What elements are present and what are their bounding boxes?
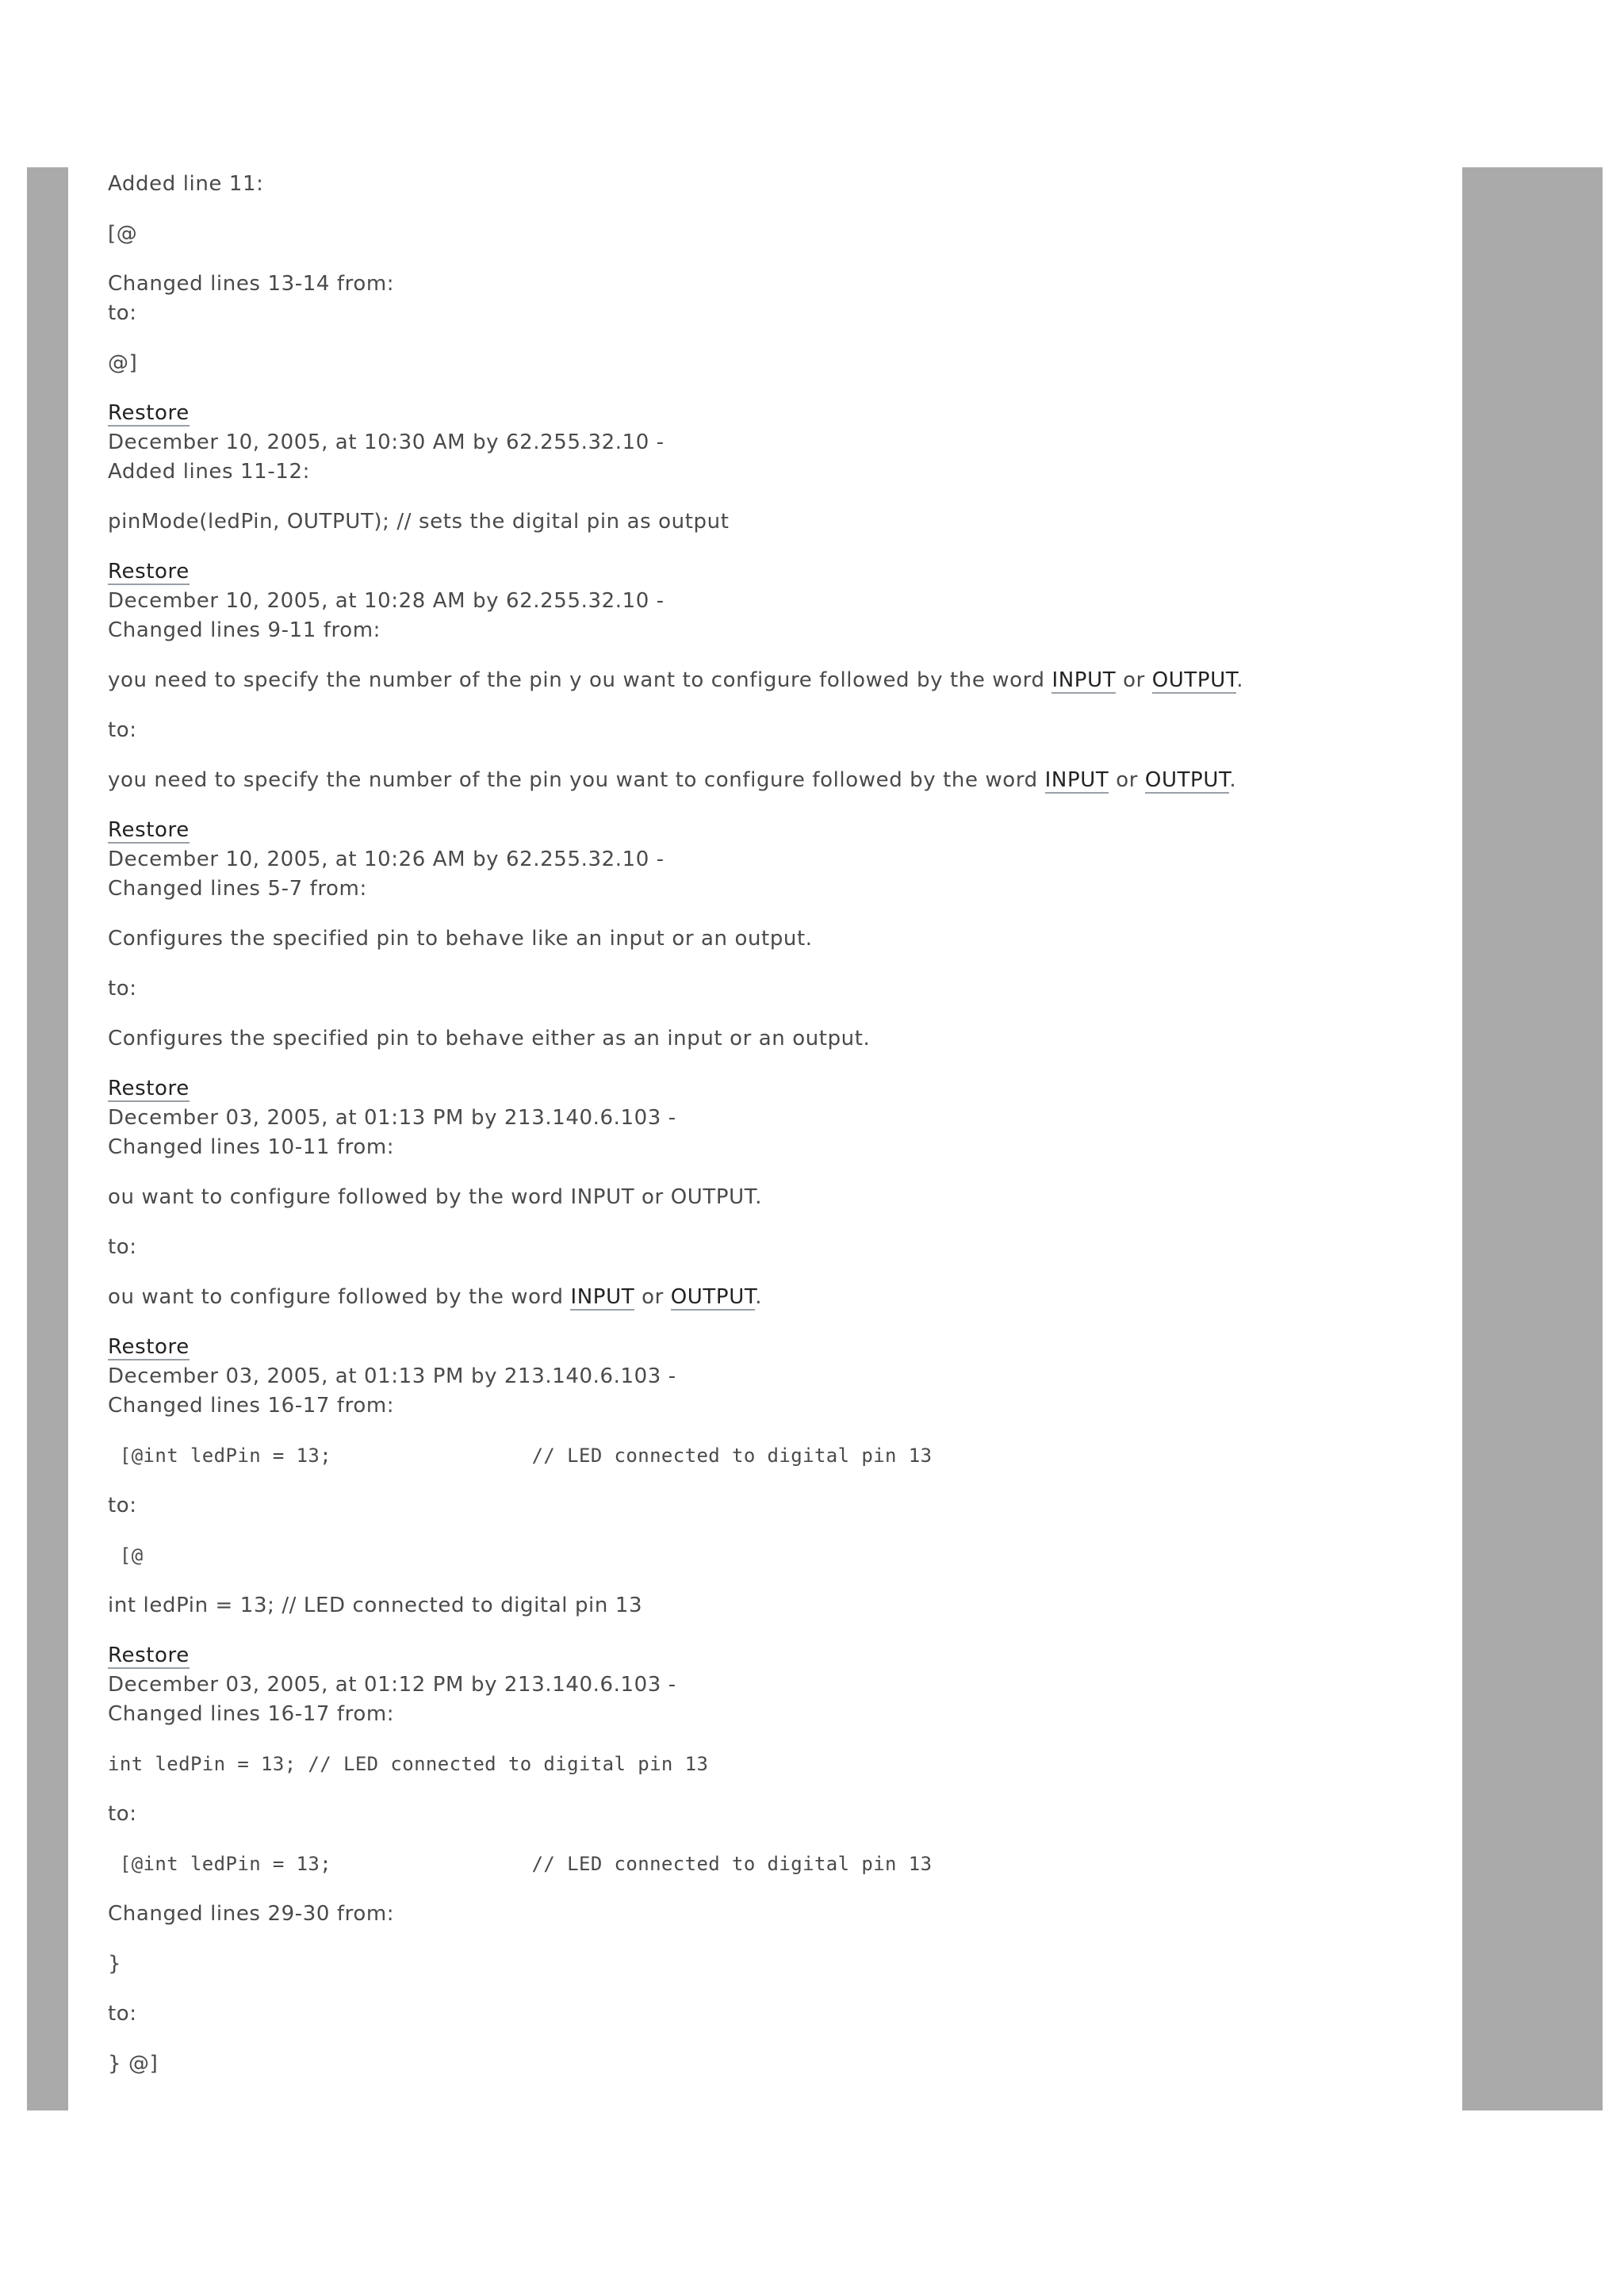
to-label: to: — [108, 718, 137, 742]
added-text: Configures the specified pin to behave either as an input or an output. — [108, 1027, 871, 1050]
output-link[interactable]: OUTPUT — [1144, 768, 1230, 792]
output-link[interactable]: OUTPUT — [1151, 668, 1237, 692]
history-entry — [108, 1333, 1440, 1421]
restore-link[interactable]: Restore — [108, 1077, 190, 1100]
right-sidebar-bar — [1462, 167, 1603, 2110]
change-summary: Changed lines 13-14 from: to: — [108, 272, 395, 325]
code-marker: @] — [108, 351, 138, 375]
added-text: } @] — [108, 2052, 159, 2076]
change-summary: Changed lines 5-7 from: — [108, 877, 367, 901]
history-entry — [108, 557, 1440, 645]
left-sidebar-bar — [27, 167, 68, 2110]
history-entry — [108, 816, 1440, 904]
revision-header: December 03, 2005, at 01:13 PM by 213.140.6.103 - — [108, 1364, 676, 1388]
output-link[interactable]: OUTPUT — [670, 1285, 756, 1309]
added-text: ou want to configure followed by the word INPUT or OUTPUT. — [108, 1285, 763, 1309]
restore-link[interactable]: Restore — [108, 1335, 190, 1359]
restore-link[interactable]: Restore — [108, 818, 190, 842]
change-summary: Added line 11: — [108, 172, 264, 196]
revision-header: December 03, 2005, at 01:12 PM by 213.140.6.103 - — [108, 1673, 676, 1697]
change-summary: Changed lines 16-17 from: — [108, 1394, 395, 1418]
input-link[interactable]: INPUT — [1044, 768, 1109, 792]
change-summary: Changed lines 29-30 from: — [108, 1902, 395, 1926]
history-entry — [108, 1641, 1440, 1729]
to-label: to: — [108, 2002, 137, 2026]
to-label: to: — [108, 977, 137, 1001]
revision-header: December 03, 2005, at 01:13 PM by 213.140.6.103 - — [108, 1106, 676, 1130]
added-text: int ledPin = 13; // LED connected to digital pin 13 — [108, 1594, 643, 1617]
removed-code: int ledPin = 13; // LED connected to digital pin 13 — [108, 1753, 709, 1775]
removed-text: you need to specify the number of the pin y ou want to configure followed by the word INPUT or OUTPUT. — [108, 668, 1244, 692]
removed-text: } — [108, 1952, 122, 1976]
code-marker: [@ — [108, 1544, 144, 1567]
revision-header: December 10, 2005, at 10:26 AM by 62.255.32.10 - — [108, 848, 665, 871]
revision-header: December 10, 2005, at 10:30 AM by 62.255.32.10 - — [108, 430, 665, 454]
code-marker: [@ — [108, 222, 138, 246]
change-summary: Changed lines 9-11 from: — [108, 618, 381, 642]
change-summary: Changed lines 16-17 from: — [108, 1702, 395, 1726]
to-label: to: — [108, 1494, 137, 1517]
restore-link[interactable]: Restore — [108, 1644, 190, 1667]
change-summary: Changed lines 10-11 from: — [108, 1135, 395, 1159]
history-entry — [108, 1074, 1440, 1162]
revision-header: December 10, 2005, at 10:28 AM by 62.255.32.10 - — [108, 589, 665, 613]
added-text: you need to specify the number of the pin you want to configure followed by the word INPUT or OUTPUT. — [108, 768, 1237, 792]
input-link[interactable]: INPUT — [570, 1285, 635, 1309]
input-link[interactable]: INPUT — [1051, 668, 1116, 692]
to-label: to: — [108, 1235, 137, 1259]
restore-link[interactable]: Restore — [108, 560, 190, 584]
added-text: pinMode(ledPin, OUTPUT); // sets the digital pin as output — [108, 510, 730, 534]
removed-text: Configures the specified pin to behave like an input or an output. — [108, 927, 813, 951]
change-summary: Added lines 11-12: — [108, 460, 310, 484]
removed-text: ou want to configure followed by the word INPUT or OUTPUT. — [108, 1185, 763, 1209]
added-code: [@int ledPin = 13; // LED connected to digital pin 13 — [108, 1853, 933, 1875]
page-history-content — [108, 170, 1440, 2099]
to-label: to: — [108, 1802, 137, 1826]
removed-code: [@int ledPin = 13; // LED connected to digital pin 13 — [108, 1445, 933, 1467]
restore-link[interactable]: Restore — [108, 401, 190, 425]
history-entry — [108, 399, 1440, 487]
